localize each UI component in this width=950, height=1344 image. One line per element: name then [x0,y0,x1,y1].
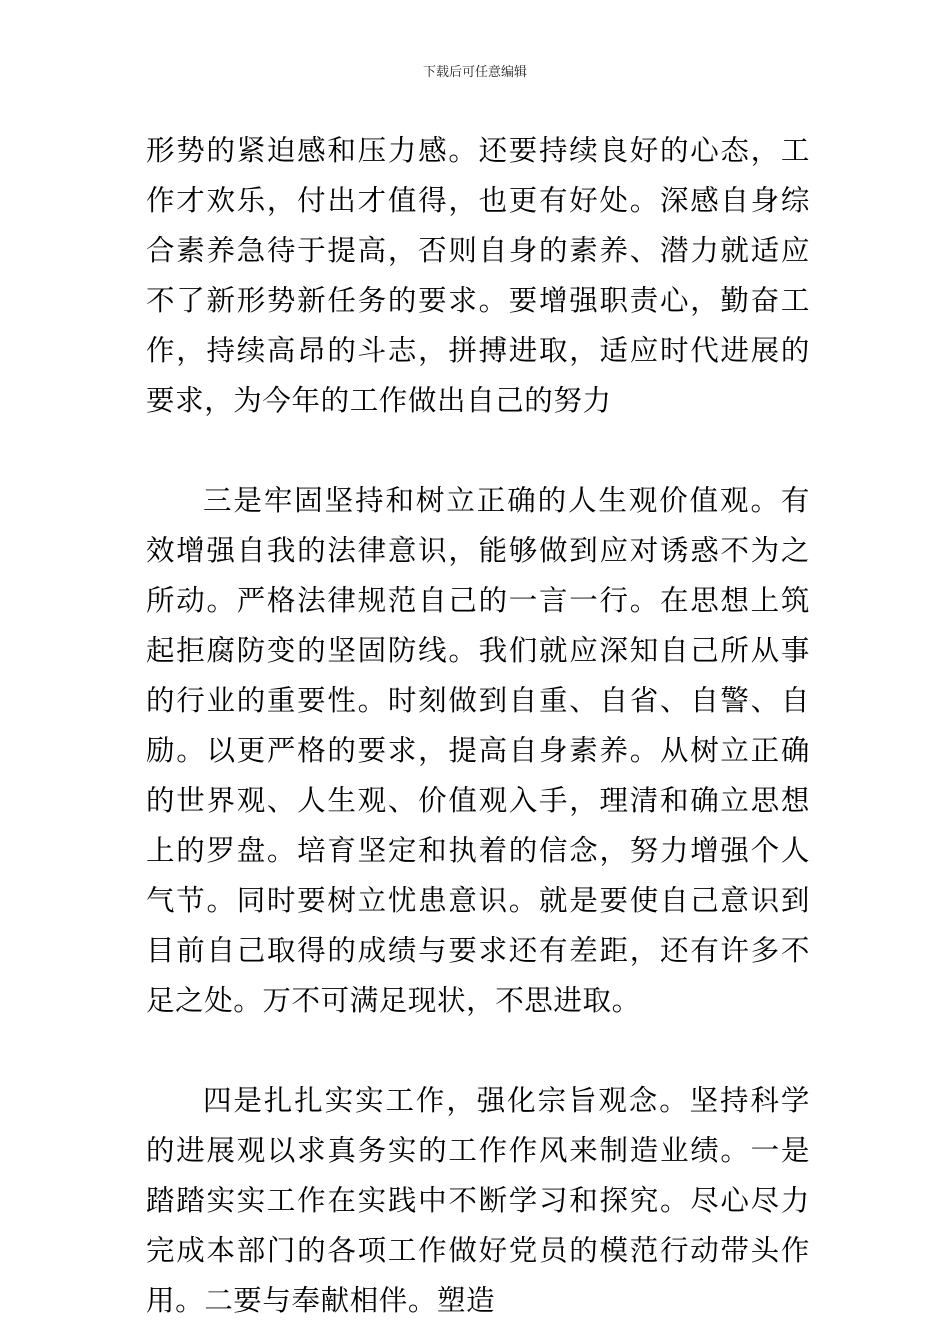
page-header: 下载后可任意编辑 [422,65,527,80]
paragraph-gap [146,1026,810,1076]
paragraph-2: 三是牢固坚持和树立正确的人生观价值观。有效增强自我的法律意识，能够做到应对诱惑不为之所动。严格法律规范自己的一言一行。在思想上筑起拒腐防变的坚固防线。我们就应深知自己所从事的行业的重要性。时刻做到自重、自省、自警、自励。以更严格的要求，提高自身素养。从树立正确的世界观、人生观、价值观入手，理清和确立思想上的罗盘。培育坚定和执着的信念，努力增强个人气节。同时要树立忧患意识。就是要使自己意识到目前自己取得的成绩与要求还有差距，还有许多不足之处。万不可满足现状，不思进取。 [146,484,810,1017]
paragraph-3: 四是扎扎实实工作，强化宗旨观念。坚持科学的进展观以求真务实的工作作风来制造业绩。一是踏踏实实工作在实践中不断学习和探究。尽心尽力完成本部门的各项工作做好党员的模范行动带头作用。二要与奉献相伴。塑造 [146,1084,810,1317]
document-body [146,126,810,1326]
paragraph-1: 形势的紧迫感和压力感。还要持续良好的心态，工作才欢乐，付出才值得，也更有好处。深感自身综合素养急待于提高，否则自身的素养、潜力就适应不了新形势新任务的要求。要增强职责心，勤奋工作，持续高昂的斗志，拼搏进取，适应时代进展的要求，为今年的工作做出自己的努力 [146,134,810,417]
paragraph-gap [146,426,810,476]
